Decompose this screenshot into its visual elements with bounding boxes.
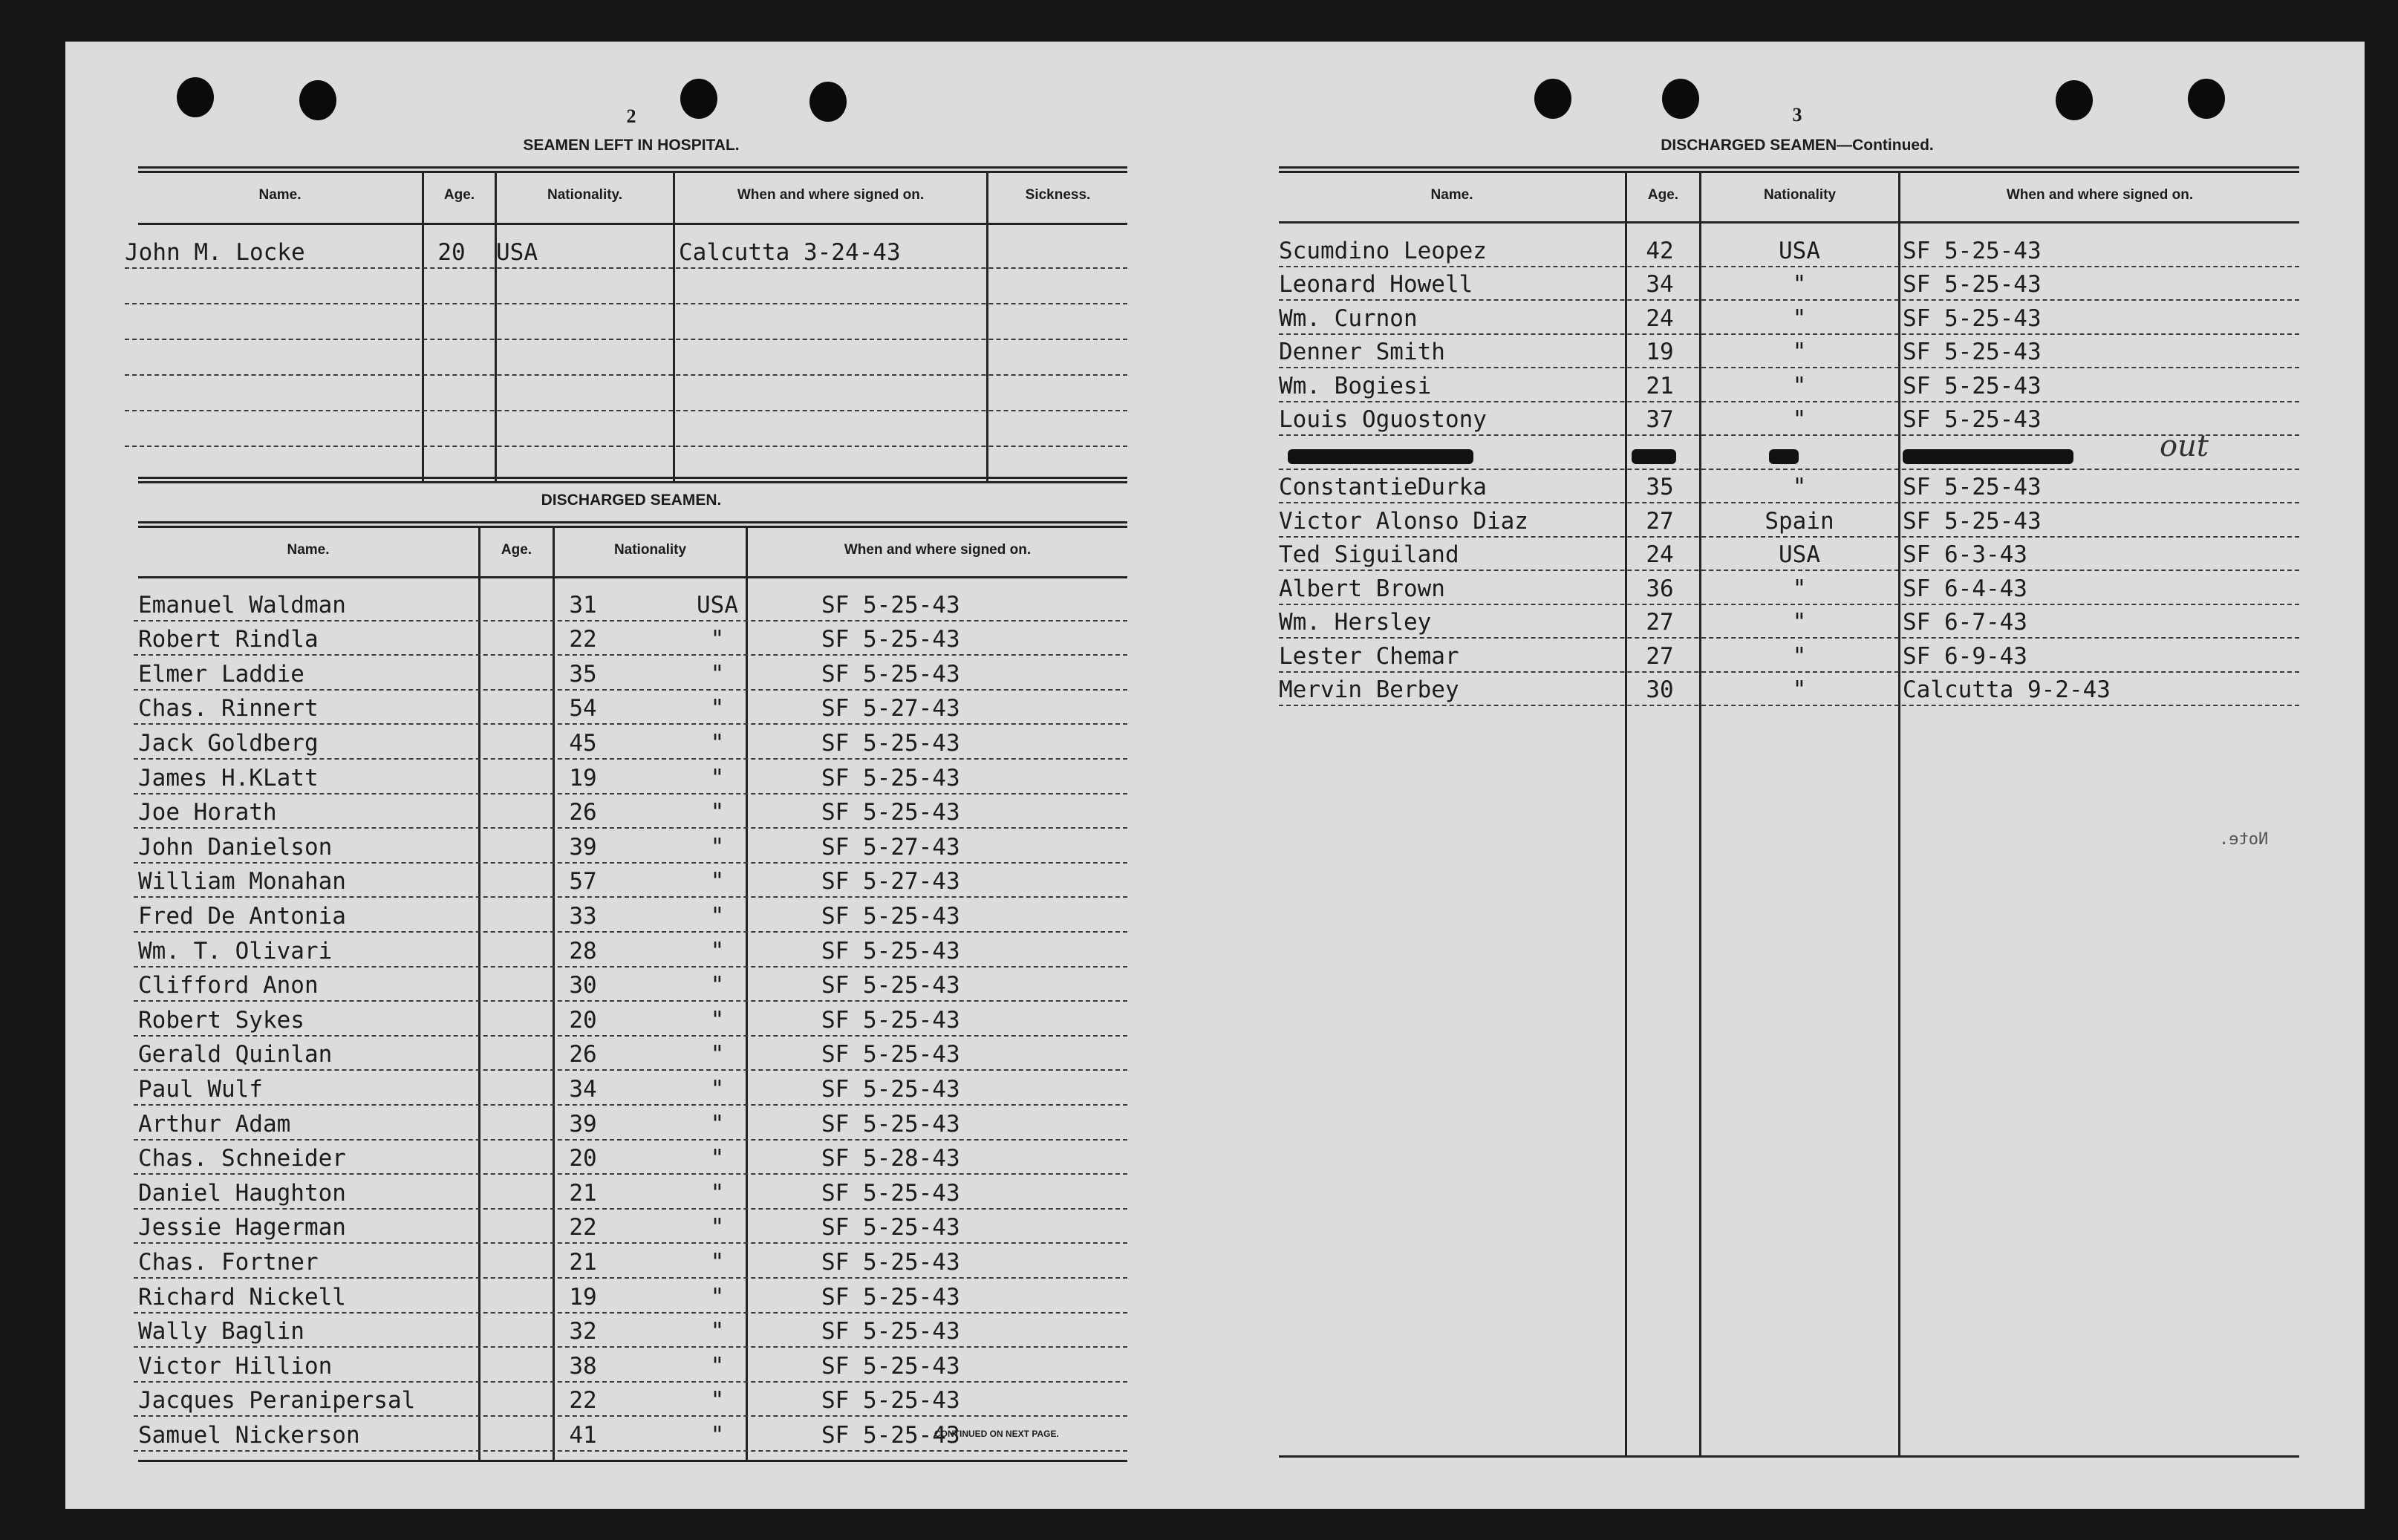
cell-age: 42 — [1646, 237, 1674, 264]
cell-name: Victor Alonso Diaz — [1279, 507, 1528, 535]
cell-nationality: Spain — [1765, 507, 1834, 535]
table-row — [1279, 536, 2299, 572]
cell-name: John M. Locke — [125, 239, 305, 266]
cell-nationality: " — [1792, 372, 1807, 399]
cell-signed-on: SF 5-25-43 — [1903, 339, 2042, 365]
redaction-mark — [1903, 449, 2073, 464]
redaction-mark — [1288, 449, 1473, 464]
table-row — [125, 410, 1127, 447]
cell-name: James H.KLatt — [138, 764, 319, 792]
column-header-age: Age. — [443, 187, 475, 203]
right-page — [1179, 42, 2365, 1509]
cell-nationality: USA — [496, 239, 538, 266]
table-row — [134, 1000, 1127, 1037]
table-row — [134, 1173, 1127, 1210]
column-header-signed-on: When and where signed on. — [737, 187, 925, 203]
cell-age: 38 — [569, 1352, 597, 1380]
cell-nationality: USA — [1779, 237, 1820, 264]
table-rule — [1279, 1455, 2299, 1458]
cell-name: Ted Siguiland — [1279, 541, 1459, 568]
table-row — [1279, 232, 2299, 267]
cell-name: Victor Hillion — [138, 1352, 333, 1380]
cell-nationality: " — [710, 937, 725, 965]
cell-signed-on: Calcutta 9-2-43 — [1903, 676, 2111, 703]
cell-signed-on: SF 5-25-43 — [821, 729, 960, 757]
cell-name: Robert Sykes — [138, 1006, 304, 1034]
bleed-through-text: Note. — [2219, 830, 2269, 849]
cell-nationality: " — [1792, 676, 1807, 703]
cell-nationality: " — [710, 1041, 725, 1068]
table-row — [134, 723, 1127, 760]
cell-age: 35 — [569, 660, 597, 688]
column-header-nationality: Nationality. — [547, 187, 622, 203]
cell-signed-on: SF 5-25-43 — [821, 1421, 960, 1449]
table-row — [134, 1139, 1127, 1175]
cell-age: 26 — [569, 1041, 597, 1068]
discharged-section-title: DISCHARGED SEAMEN. — [541, 492, 722, 509]
table-row — [125, 232, 1127, 269]
cell-nationality: " — [710, 1318, 725, 1345]
cell-age: 35 — [1646, 474, 1674, 500]
cell-signed-on: SF 5-25-43 — [821, 764, 960, 792]
cell-age: 19 — [1646, 339, 1674, 365]
table-row — [1279, 401, 2299, 437]
cell-age: 32 — [569, 1318, 597, 1345]
cell-name: Jack Goldberg — [138, 729, 319, 757]
cell-signed-on: SF 5-25-43 — [821, 1041, 960, 1068]
cell-age: 54 — [569, 695, 597, 722]
cell-name: Denner Smith — [1279, 339, 1445, 365]
cell-age: 39 — [569, 833, 597, 861]
cell-signed-on: SF 5-25-43 — [821, 1006, 960, 1034]
table-row — [1279, 502, 2299, 538]
table-row — [134, 1277, 1127, 1314]
cell-name: Arthur Adam — [138, 1110, 291, 1138]
cell-signed-on: SF 5-25-43 — [821, 1387, 960, 1415]
cell-age: 19 — [569, 1283, 597, 1311]
column-header-nationality: Nationality — [613, 542, 687, 558]
cell-age: 39 — [569, 1110, 597, 1138]
table-row — [134, 689, 1127, 725]
cell-age: 19 — [569, 764, 597, 792]
cell-nationality: " — [710, 868, 725, 895]
cell-name: Leonard Howell — [1279, 271, 1473, 298]
cell-nationality: " — [710, 1421, 725, 1449]
table-rule — [1279, 166, 2299, 173]
continued-note: CONTINUED ON NEXT PAGE. — [934, 1429, 1059, 1439]
table-rule — [138, 223, 1127, 225]
cell-signed-on: SF 6-3-43 — [1903, 541, 2027, 568]
page-number: 2 — [626, 105, 636, 127]
cell-name: John Danielson — [138, 833, 333, 861]
cell-name: Gerald Quinlan — [138, 1041, 333, 1068]
page-number: 3 — [1792, 104, 1802, 125]
cell-nationality: " — [1792, 339, 1807, 365]
cell-nationality: " — [710, 764, 725, 792]
table-row — [134, 966, 1127, 1002]
cell-name: Clifford Anon — [138, 972, 319, 999]
cell-name: Chas. Schneider — [138, 1145, 346, 1172]
cell-signed-on: SF 5-25-43 — [821, 1075, 960, 1103]
table-row — [134, 654, 1127, 691]
hospital-section-title: SEAMEN LEFT IN HOSPITAL. — [523, 137, 740, 154]
table-row — [134, 1381, 1127, 1417]
cell-nationality: " — [1792, 474, 1807, 500]
cell-signed-on: Calcutta 3-24-43 — [679, 239, 901, 266]
cell-nationality: " — [710, 1145, 725, 1172]
cell-nationality: " — [710, 972, 725, 999]
cell-signed-on: SF 6-4-43 — [1903, 575, 2027, 602]
cell-nationality: " — [710, 902, 725, 930]
cell-age: 30 — [569, 972, 597, 999]
cell-nationality: " — [710, 1387, 725, 1415]
cell-age: 22 — [569, 1214, 597, 1242]
cell-name: Wm. Bogiesi — [1279, 372, 1432, 399]
column-header-name: Name. — [1430, 187, 1473, 203]
cell-name: ConstantieDurka — [1279, 474, 1487, 500]
cell-name: Wm. T. Olivari — [138, 937, 333, 965]
cell-signed-on: SF 5-27-43 — [821, 695, 960, 722]
table-row — [1279, 367, 2299, 402]
cell-nationality: " — [710, 799, 725, 826]
cell-name: Wally Baglin — [138, 1318, 304, 1345]
left-page — [65, 42, 1179, 1509]
cell-signed-on: SF 5-25-43 — [1903, 406, 2042, 433]
table-row — [125, 303, 1127, 340]
cell-nationality: " — [710, 1283, 725, 1311]
cell-nationality: USA — [1779, 541, 1820, 568]
table-rule — [138, 477, 1127, 483]
cell-age: 28 — [569, 937, 597, 965]
table-row — [134, 931, 1127, 968]
cell-nationality: " — [1792, 609, 1807, 636]
cell-signed-on: SF 5-25-43 — [821, 626, 960, 653]
table-row — [1279, 266, 2299, 301]
cell-signed-on: SF 5-25-43 — [1903, 271, 2042, 298]
cell-nationality: " — [1792, 575, 1807, 602]
table-row — [125, 267, 1127, 304]
table-row — [134, 827, 1127, 864]
cell-signed-on: SF 6-9-43 — [1903, 642, 2027, 670]
cell-signed-on: SF 5-25-43 — [1903, 304, 2042, 332]
table-row — [1279, 434, 2299, 470]
cell-name: Mervin Berbey — [1279, 676, 1459, 703]
cell-signed-on: SF 5-28-43 — [821, 1145, 960, 1172]
cell-signed-on: SF 6-7-43 — [1903, 609, 2027, 636]
cell-age: 20 — [569, 1006, 597, 1034]
column-header-sickness: Sickness. — [1025, 187, 1091, 203]
table-row — [134, 793, 1127, 829]
table-row — [134, 1242, 1127, 1279]
cell-signed-on: SF 5-25-43 — [1903, 474, 2042, 500]
document-sheet — [65, 42, 2365, 1509]
table-row — [125, 374, 1127, 411]
column-header-signed-on: When and where signed on. — [2006, 187, 2194, 203]
cell-age: 21 — [1646, 372, 1674, 399]
table-rule — [138, 1460, 1127, 1462]
cell-name: Wm. Curnon — [1279, 304, 1418, 332]
cell-age: 24 — [1646, 541, 1674, 568]
cell-name: Daniel Haughton — [138, 1179, 346, 1207]
cell-age: 27 — [1646, 507, 1674, 535]
cell-nationality: " — [710, 1110, 725, 1138]
cell-signed-on: SF 5-25-43 — [821, 1248, 960, 1276]
table-row — [134, 585, 1127, 621]
cell-name: Albert Brown — [1279, 575, 1445, 602]
cell-nationality: USA — [697, 591, 738, 619]
cell-age: 24 — [1646, 304, 1674, 332]
table-row — [134, 1208, 1127, 1244]
cell-signed-on: SF 5-25-43 — [821, 1318, 960, 1345]
table-row — [1279, 671, 2299, 707]
cell-age: 21 — [569, 1248, 597, 1276]
cell-age: 30 — [1646, 676, 1674, 703]
table-row — [1279, 333, 2299, 369]
column-header-name: Name. — [258, 187, 302, 203]
cell-nationality: " — [710, 660, 725, 688]
redaction-mark — [1769, 449, 1799, 464]
discharged-continued-title: DISCHARGED SEAMEN—Continued. — [1661, 137, 1934, 154]
column-header-name: Name. — [287, 542, 330, 558]
table-row — [134, 1312, 1127, 1348]
redaction-mark — [1632, 449, 1676, 464]
table-row — [1279, 604, 2299, 639]
cell-age: 34 — [569, 1075, 597, 1103]
table-row — [1279, 299, 2299, 335]
handwritten-annotation: out — [2160, 429, 2209, 463]
cell-name: Louis Oguostony — [1279, 406, 1487, 433]
cell-nationality: " — [710, 695, 725, 722]
cell-nationality: " — [1792, 642, 1807, 670]
table-row — [1279, 469, 2299, 504]
cell-age: 36 — [1646, 575, 1674, 602]
cell-nationality: " — [710, 1179, 725, 1207]
cell-age: 20 — [437, 239, 466, 266]
table-row — [134, 1104, 1127, 1141]
cell-signed-on: SF 5-25-43 — [821, 1352, 960, 1380]
cell-signed-on: SF 5-25-43 — [1903, 372, 2042, 399]
cell-nationality: " — [710, 833, 725, 861]
cell-nationality: " — [710, 1214, 725, 1242]
cell-name: Elmer Laddie — [138, 660, 304, 688]
cell-signed-on: SF 5-25-43 — [821, 1179, 960, 1207]
cell-signed-on: SF 5-25-43 — [821, 1214, 960, 1242]
cell-name: Paul Wulf — [138, 1075, 263, 1103]
table-rule — [138, 576, 1127, 578]
cell-nationality: " — [710, 1006, 725, 1034]
column-header-age: Age. — [501, 542, 532, 558]
table-rule — [1279, 221, 2299, 224]
cell-age: 27 — [1646, 609, 1674, 636]
cell-age: 21 — [569, 1179, 597, 1207]
table-row — [1279, 570, 2299, 605]
cell-name: Joe Horath — [138, 799, 277, 826]
cell-age: 22 — [569, 1387, 597, 1415]
table-rule — [138, 166, 1127, 173]
cell-age: 45 — [569, 729, 597, 757]
cell-signed-on: SF 5-25-43 — [821, 660, 960, 688]
cell-signed-on: SF 5-25-43 — [821, 1110, 960, 1138]
cell-nationality: " — [1792, 304, 1807, 332]
cell-nationality: " — [710, 1352, 725, 1380]
cell-age: 26 — [569, 799, 597, 826]
cell-nationality: " — [1792, 271, 1807, 298]
cell-signed-on: SF 5-25-43 — [821, 591, 960, 619]
cell-age: 20 — [569, 1145, 597, 1172]
column-header-age: Age. — [1647, 187, 1679, 203]
column-header-signed-on: When and where signed on. — [844, 542, 1032, 558]
cell-nationality: " — [710, 1248, 725, 1276]
cell-name: Emanuel Waldman — [138, 591, 346, 619]
table-row — [134, 620, 1127, 656]
cell-age: 33 — [569, 902, 597, 930]
cell-name: Wm. Hersley — [1279, 609, 1432, 636]
cell-signed-on: SF 5-25-43 — [821, 937, 960, 965]
cell-signed-on: SF 5-25-43 — [1903, 237, 2042, 264]
cell-signed-on: SF 5-27-43 — [821, 833, 960, 861]
table-row — [125, 339, 1127, 376]
cell-age: 57 — [569, 868, 597, 895]
cell-signed-on: SF 5-25-43 — [821, 799, 960, 826]
cell-name: Scumdino Leopez — [1279, 237, 1487, 264]
cell-name: Chas. Rinnert — [138, 695, 319, 722]
cell-signed-on: SF 5-25-43 — [1903, 507, 2042, 535]
cell-signed-on: SF 5-25-43 — [821, 902, 960, 930]
cell-name: Fred De Antonia — [138, 902, 346, 930]
column-header-nationality: Nationality — [1763, 187, 1837, 203]
table-row — [1279, 637, 2299, 673]
cell-nationality: " — [710, 729, 725, 757]
cell-signed-on: SF 5-25-43 — [821, 972, 960, 999]
cell-nationality: " — [710, 626, 725, 653]
cell-name: Robert Rindla — [138, 626, 319, 653]
table-rule — [138, 521, 1127, 528]
cell-age: 22 — [569, 626, 597, 653]
table-row — [134, 758, 1127, 795]
cell-nationality: " — [710, 1075, 725, 1103]
cell-age: 31 — [569, 591, 597, 619]
table-row — [134, 1346, 1127, 1383]
cell-name: Samuel Nickerson — [138, 1421, 360, 1449]
cell-name: William Monahan — [138, 868, 346, 895]
cell-age: 34 — [1646, 271, 1674, 298]
cell-nationality: " — [1792, 406, 1807, 433]
cell-name: Chas. Fortner — [138, 1248, 319, 1276]
cell-age: 37 — [1646, 406, 1674, 433]
cell-name: Lester Chemar — [1279, 642, 1459, 670]
table-row — [134, 1069, 1127, 1106]
cell-name: Jacques Peranipersal — [138, 1387, 416, 1415]
cell-signed-on: SF 5-27-43 — [821, 868, 960, 895]
cell-name: Jessie Hagerman — [138, 1214, 346, 1242]
cell-name: Richard Nickell — [138, 1283, 346, 1311]
table-row — [134, 1035, 1127, 1071]
cell-age: 41 — [569, 1421, 597, 1449]
cell-age: 27 — [1646, 642, 1674, 670]
table-row — [134, 862, 1127, 898]
cell-signed-on: SF 5-25-43 — [821, 1283, 960, 1311]
table-row — [134, 896, 1127, 933]
